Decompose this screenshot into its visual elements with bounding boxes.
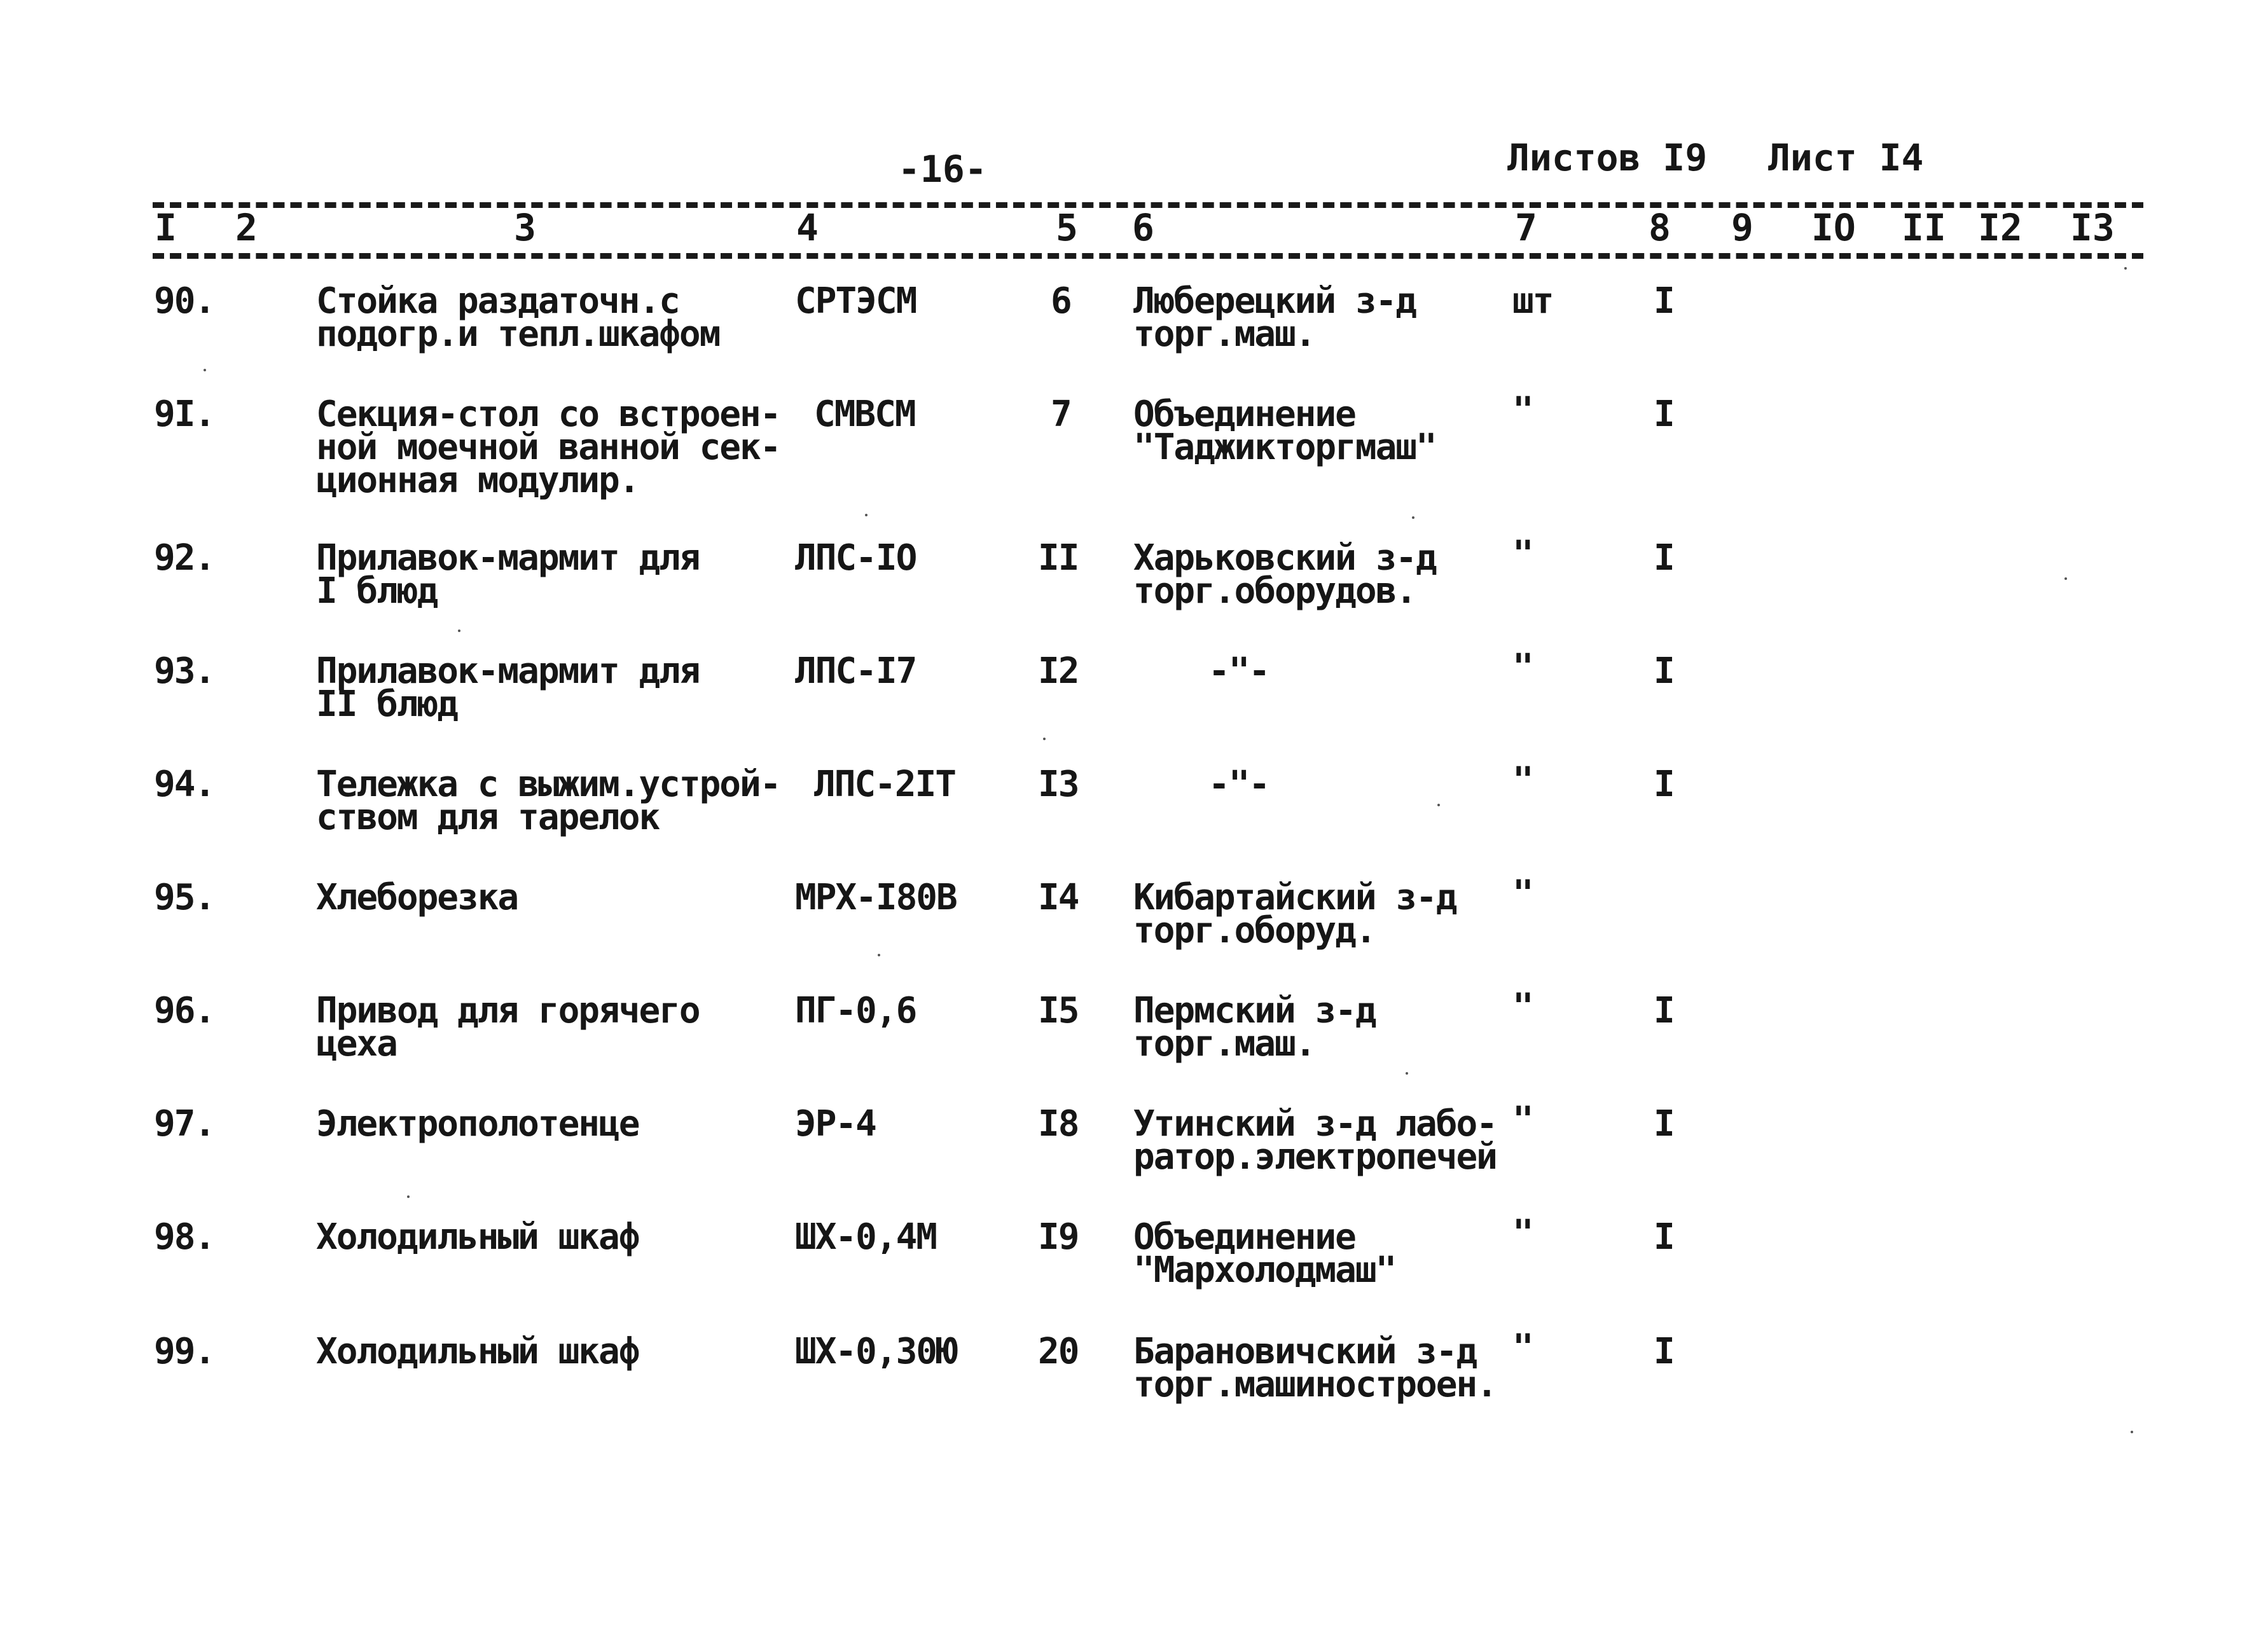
model-code: ПГ-0,6 — [795, 990, 916, 1031]
scan-speck — [407, 1195, 410, 1198]
equipment-name: Привод для горячего цеха — [316, 990, 700, 1064]
column-number-11: II — [1902, 206, 1946, 249]
unit: шт — [1512, 280, 1553, 322]
position-number: I9 — [1038, 1216, 1079, 1258]
scan-speck — [2131, 1431, 2133, 1433]
unit: " — [1512, 1213, 1533, 1254]
unit: " — [1512, 760, 1533, 801]
sheets-total: Листов I9 — [1507, 136, 1708, 179]
row-number: 96. — [154, 990, 215, 1031]
column-number-12: I2 — [1978, 206, 2022, 249]
row-number: 98. — [154, 1216, 215, 1258]
page-number: -16- — [898, 148, 987, 191]
equipment-name: Прилавок-мармит для I блюд — [316, 537, 700, 612]
column-number-4: 4 — [796, 206, 819, 249]
equipment-name: Хлеборезка — [316, 877, 518, 918]
column-number-2: 2 — [235, 206, 258, 249]
equipment-name: Холодильный шкаф — [316, 1216, 639, 1258]
scan-speck — [865, 514, 868, 516]
model-code: ЭР-4 — [795, 1103, 876, 1145]
scan-speck — [878, 954, 880, 956]
column-number-7: 7 — [1515, 206, 1537, 249]
equipment-name: Тележка с выжим.устрой- ством для тарелок — [316, 764, 780, 838]
quantity: I — [1654, 1331, 1674, 1372]
model-code: СРТЭСМ — [795, 280, 916, 322]
column-number-5: 5 — [1056, 206, 1078, 249]
column-number-1: I — [155, 206, 177, 249]
column-number-8: 8 — [1649, 206, 1671, 249]
scan-speck — [1406, 1072, 1408, 1075]
unit: " — [1512, 1099, 1533, 1141]
unit: " — [1512, 986, 1533, 1028]
row-number: 92. — [154, 537, 215, 579]
equipment-name: Холодильный шкаф — [316, 1331, 639, 1372]
scan-speck — [2124, 267, 2127, 270]
equipment-name: Секция-стол со встроен- ной моечной ванной сек- ционная модулир. — [316, 394, 780, 501]
position-number: II — [1038, 537, 1079, 579]
quantity: I — [1654, 1103, 1674, 1145]
position-number: I8 — [1038, 1103, 1079, 1145]
unit: " — [1512, 390, 1533, 431]
quantity: I — [1654, 764, 1674, 805]
model-code: ЛПС-I7 — [795, 650, 916, 692]
unit: " — [1512, 647, 1533, 688]
model-code: ШХ-0,30Ю — [795, 1331, 957, 1372]
scan-speck — [204, 369, 206, 371]
scan-speck — [1437, 804, 1440, 806]
model-code: ШХ-0,4М — [795, 1216, 937, 1258]
column-number-6: 6 — [1132, 206, 1154, 249]
quantity: I — [1654, 650, 1674, 692]
manufacturer: Объединение "Мархолодмаш" — [1133, 1216, 1396, 1291]
model-code: ЛПС-2IТ — [814, 764, 956, 805]
column-number-3: 3 — [514, 206, 536, 249]
equipment-name: Стойка раздаточн.с подогр.и тепл.шкафом — [316, 280, 720, 355]
quantity: I — [1654, 537, 1674, 579]
row-number: 90. — [154, 280, 215, 322]
quantity: I — [1654, 394, 1674, 435]
row-number: 99. — [154, 1331, 215, 1372]
equipment-name: Электрополотенце — [316, 1103, 639, 1145]
manufacturer: -"- — [1208, 650, 1269, 692]
column-number-9: 9 — [1731, 206, 1753, 249]
quantity: I — [1654, 990, 1674, 1031]
manufacturer: Харьковский з-д торг.оборудов. — [1133, 537, 1436, 612]
model-code: МРХ-I80В — [795, 877, 957, 918]
scan-speck — [2064, 577, 2067, 580]
model-code: ЛПС-IO — [795, 537, 916, 579]
quantity: I — [1654, 280, 1674, 322]
position-number: I3 — [1038, 764, 1079, 805]
row-number: 9I. — [154, 394, 215, 435]
manufacturer: Пермский з-д торг.маш. — [1133, 990, 1376, 1064]
position-number: I2 — [1038, 650, 1079, 692]
column-number-13: I3 — [2070, 206, 2115, 249]
row-number: 93. — [154, 650, 215, 692]
scan-speck — [458, 630, 460, 632]
sheet-number: Лист I4 — [1768, 136, 1924, 179]
manufacturer: Люберецкий з-д торг.маш. — [1133, 280, 1416, 355]
row-number: 95. — [154, 877, 215, 918]
position-number: 20 — [1038, 1331, 1079, 1372]
manufacturer: -"- — [1208, 764, 1269, 805]
position-number: 6 — [1051, 280, 1071, 322]
position-number: I5 — [1038, 990, 1079, 1031]
scan-speck — [1043, 738, 1046, 740]
quantity: I — [1654, 1216, 1674, 1258]
manufacturer: Объединение "Таджикторгмаш" — [1133, 394, 1436, 468]
manufacturer: Барановичский з-д торг.машиностроен. — [1133, 1331, 1497, 1405]
model-code: СМВСМ — [814, 394, 915, 435]
unit: " — [1512, 873, 1533, 914]
header-rule-bottom — [153, 253, 2143, 259]
position-number: 7 — [1051, 394, 1071, 435]
equipment-name: Прилавок-мармит для II блюд — [316, 650, 700, 725]
scan-speck — [1412, 516, 1414, 519]
row-number: 97. — [154, 1103, 215, 1145]
manufacturer: Кибартайский з-д торг.оборуд. — [1133, 877, 1456, 951]
column-number-10: IO — [1811, 206, 1856, 249]
position-number: I4 — [1038, 877, 1079, 918]
unit: " — [1512, 533, 1533, 575]
unit: " — [1512, 1327, 1533, 1368]
row-number: 94. — [154, 764, 215, 805]
manufacturer: Утинский з-д лабо- ратор.электропечей — [1133, 1103, 1497, 1178]
